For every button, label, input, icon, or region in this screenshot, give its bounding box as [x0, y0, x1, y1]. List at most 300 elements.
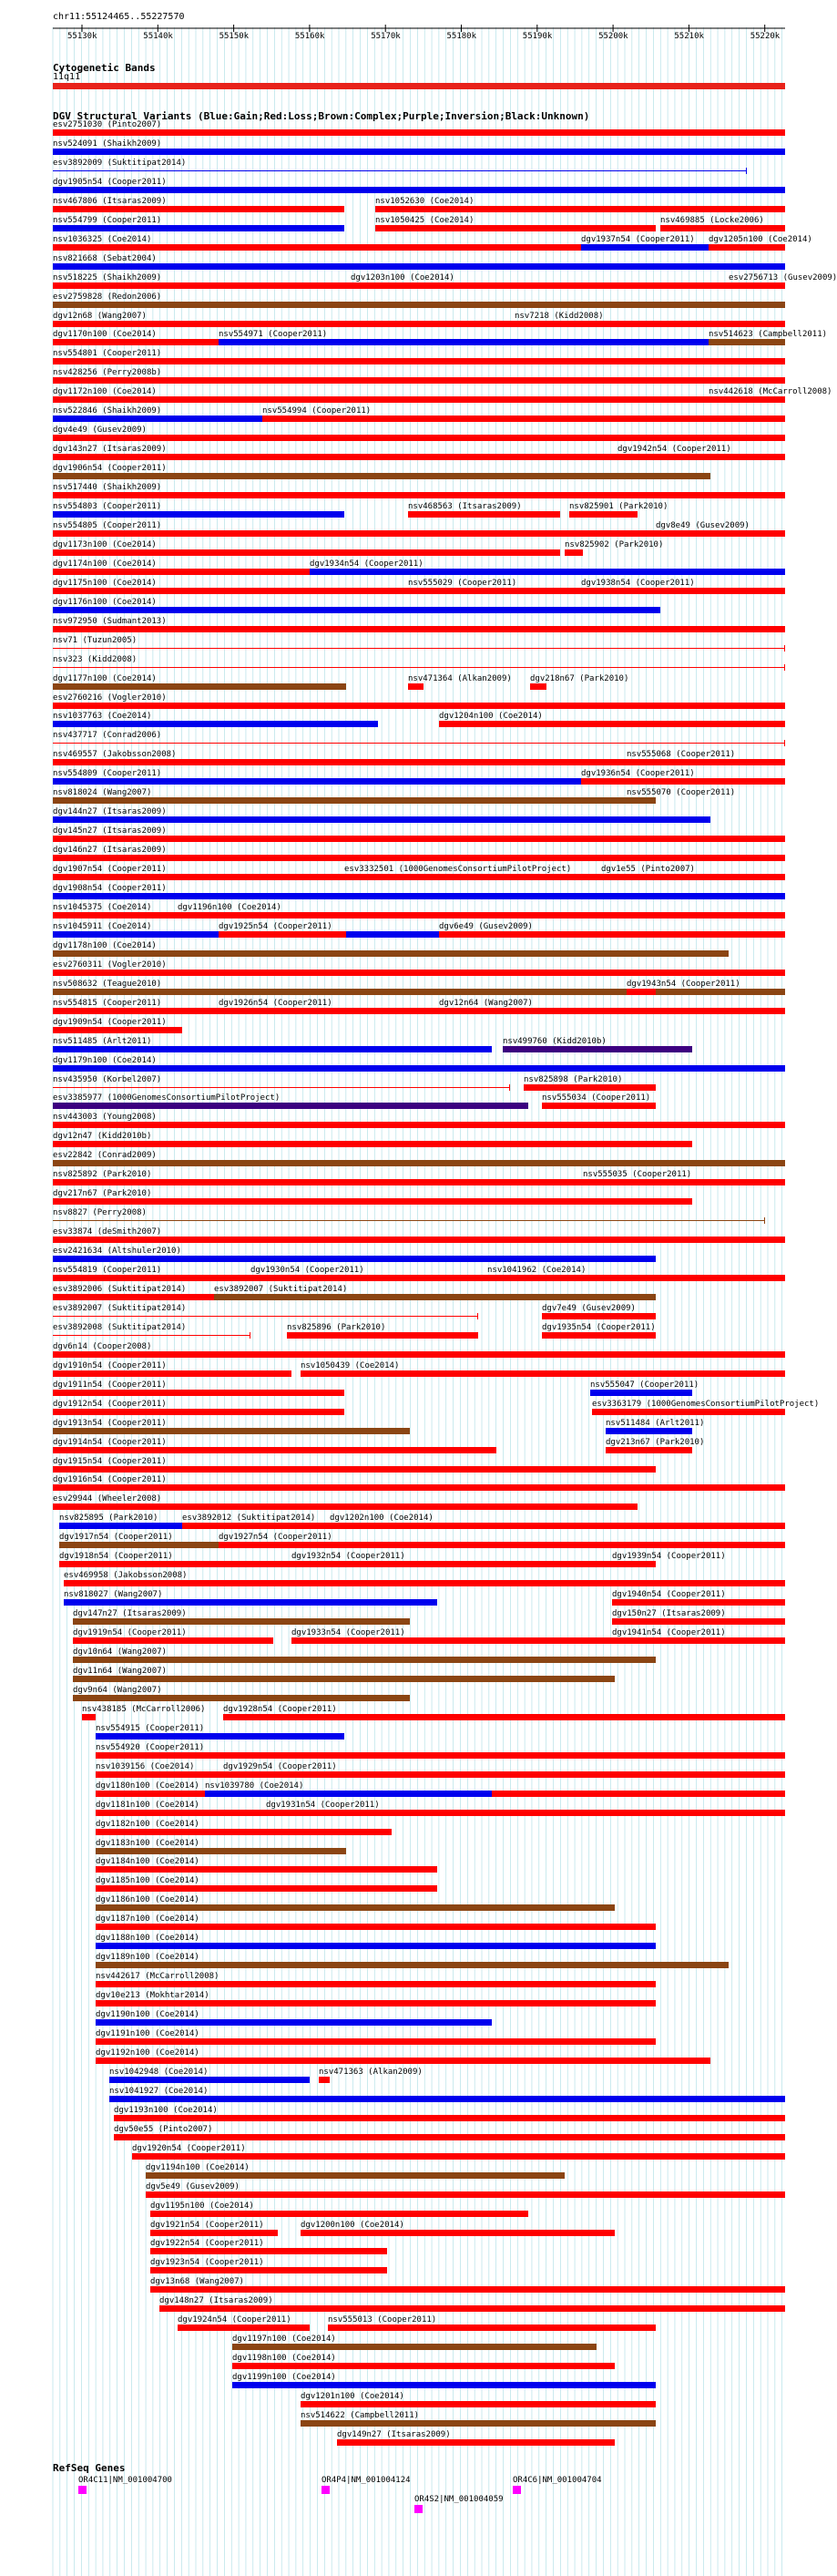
sv-label: nsv1050425 (Coe2014)	[375, 215, 475, 225]
sv-label: dgv1182n100 (Coe2014)	[96, 1819, 199, 1829]
sv-bar[interactable]	[64, 1580, 785, 1586]
sv-bar[interactable]	[53, 1046, 492, 1052]
sv-bar[interactable]	[337, 2439, 615, 2446]
sv-label: dgv1203n100 (Coe2014)	[351, 272, 454, 282]
sv-bar[interactable]	[301, 2230, 615, 2236]
sv-bar[interactable]	[53, 743, 785, 744]
sv-label: dgv1204n100 (Coe2014)	[439, 712, 543, 722]
sv-label: esv22842 (Conrad2009)	[53, 1151, 157, 1161]
sv-bar[interactable]	[53, 989, 785, 995]
sv-label: nsv437717 (Conrad2006)	[53, 731, 162, 741]
sv-bar[interactable]	[53, 1316, 478, 1317]
sv-bar[interactable]	[53, 1256, 656, 1262]
sv-label: nsv818024 (Wang2007)	[53, 788, 152, 798]
sv-label: nsv1041962 (Coe2014)	[487, 1266, 587, 1275]
sv-label: nsv442617 (McCarroll2008)	[96, 1972, 219, 1982]
sv-label: esv3892009 (Suktitipat2014)	[53, 158, 187, 168]
sv-bar[interactable]	[530, 683, 546, 690]
sv-bar[interactable]	[301, 2401, 656, 2407]
sv-label: dgv1172n100 (Coe2014)	[53, 387, 157, 397]
sv-label: esv2760216 (Vogler2010)	[53, 693, 167, 703]
sv-label: nsv555029 (Cooper2011)	[408, 578, 517, 588]
sv-label: nsv514623 (Campbell2011)	[709, 330, 828, 340]
gene-label: OR4C11|NM_001004700	[78, 2476, 172, 2485]
sv-label: nsv825901 (Park2010)	[569, 502, 669, 511]
sv-bar[interactable]	[219, 1542, 785, 1548]
sv-bar[interactable]	[487, 1275, 785, 1281]
sv-label: nsv821668 (Sebat2004)	[53, 253, 157, 263]
sv-bar[interactable]	[53, 1087, 510, 1088]
sv-bar[interactable]	[612, 1637, 785, 1644]
sv-label: nsv554994 (Cooper2011)	[262, 406, 372, 416]
sv-label: esv469958 (Jakobsson2008)	[64, 1571, 188, 1581]
sv-bar[interactable]	[53, 797, 656, 804]
sv-bar[interactable]	[53, 721, 378, 727]
sv-bar[interactable]	[53, 435, 785, 441]
sv-bar[interactable]	[64, 1599, 437, 1606]
sv-label: dgv145n27 (Itsaras2009)	[53, 826, 167, 836]
sv-label: nsv511484 (Arlt2011)	[606, 1418, 705, 1428]
sv-label: nsv554805 (Cooper2011)	[53, 520, 162, 530]
sv-label: dgv12n64 (Wang2007)	[439, 998, 533, 1008]
sv-bar[interactable]	[627, 759, 785, 765]
sv-label: dgv1909n54 (Cooper2011)	[53, 1017, 167, 1027]
sv-bar[interactable]	[565, 549, 583, 556]
sv-label: dgv1936n54 (Cooper2011)	[581, 769, 695, 779]
sv-bar[interactable]	[96, 1943, 656, 1949]
cytoband-label: 11q11	[53, 72, 81, 82]
sv-label: nsv825898 (Park2010)	[524, 1074, 623, 1084]
sv-end-tick	[477, 1313, 478, 1319]
sv-bar[interactable]	[96, 1981, 656, 1987]
sv-label: esv3892008 (Suktitipat2014)	[53, 1322, 187, 1332]
sv-label: dgv1912n54 (Cooper2011)	[53, 1399, 167, 1409]
sv-bar[interactable]	[96, 1885, 437, 1892]
sv-bar[interactable]	[53, 263, 785, 270]
sv-bar[interactable]	[53, 1237, 785, 1243]
sv-label: dgv1926n54 (Cooper2011)	[219, 998, 332, 1008]
sv-label: dgv1908n54 (Cooper2011)	[53, 884, 167, 893]
sv-bar[interactable]	[73, 1637, 273, 1644]
sv-label: esv29944 (Wheeler2008)	[53, 1494, 162, 1504]
sv-bar[interactable]	[53, 149, 785, 155]
sv-bar[interactable]	[219, 931, 346, 938]
sv-bar[interactable]	[53, 1335, 250, 1336]
sv-bar[interactable]	[82, 1714, 96, 1720]
sv-label: nsv443003 (Young2008)	[53, 1113, 157, 1123]
sv-label: dgv1186n100 (Coe2014)	[96, 1895, 199, 1905]
sv-label: dgv1941n54 (Cooper2011)	[612, 1628, 726, 1638]
sv-bar[interactable]	[53, 950, 729, 957]
tick-label: 55190k	[522, 32, 553, 41]
sv-bar[interactable]	[178, 2325, 310, 2331]
sv-bar[interactable]	[73, 1695, 410, 1701]
sv-label: dgv1189n100 (Coe2014)	[96, 1953, 199, 1963]
sv-bar[interactable]	[223, 1714, 785, 1720]
sv-bar[interactable]	[612, 1599, 785, 1606]
sv-label: nsv825902 (Park2010)	[565, 539, 664, 549]
sv-label: dgv10e213 (Mokhtar2014)	[96, 1991, 209, 2001]
sv-title: DGV Structural Variants (Blue:Gain;Red:Loss;Brown:Complex;Purple;Inversion;Black:Unknown)	[53, 110, 590, 122]
sv-bar[interactable]	[287, 1332, 478, 1339]
refseq-title: RefSeq Genes	[53, 2462, 126, 2474]
sv-bar[interactable]	[53, 1466, 656, 1473]
sv-bar[interactable]	[53, 1351, 785, 1358]
sv-bar[interactable]	[590, 1390, 692, 1396]
sv-label: dgv1932n54 (Cooper2011)	[291, 1552, 405, 1562]
sv-bar[interactable]	[612, 1561, 638, 1567]
sv-bar[interactable]	[150, 2267, 387, 2273]
sv-label: nsv554803 (Cooper2011)	[53, 502, 162, 511]
sv-bar[interactable]	[729, 282, 785, 289]
sv-bar[interactable]	[53, 206, 344, 212]
sv-bar[interactable]	[542, 1332, 656, 1339]
sv-label: dgv7e49 (Gusev2009)	[542, 1303, 636, 1313]
sv-bar[interactable]	[53, 225, 344, 231]
sv-bar[interactable]	[53, 473, 710, 479]
sv-label: esv2751030 (Pinto2007)	[53, 120, 162, 129]
sv-bar[interactable]	[581, 778, 785, 785]
sv-bar[interactable]	[109, 2077, 310, 2083]
sv-label: dgv1178n100 (Coe2014)	[53, 940, 157, 950]
sv-label: dgv1201n100 (Coe2014)	[301, 2392, 404, 2402]
sv-bar[interactable]	[73, 1618, 410, 1625]
sv-bar[interactable]	[53, 1370, 291, 1377]
sv-bar[interactable]	[53, 549, 560, 556]
sv-bar[interactable]	[150, 2248, 387, 2254]
sv-bar[interactable]	[709, 339, 785, 345]
sv-label: dgv1199n100 (Coe2014)	[232, 2373, 336, 2383]
sv-label: nsv555013 (Cooper2011)	[328, 2315, 437, 2325]
sv-label: nsv428256 (Perry2008b)	[53, 368, 162, 378]
sv-label: dgv1196n100 (Coe2014)	[178, 902, 281, 912]
gene-box[interactable]	[414, 2505, 423, 2513]
sv-bar[interactable]	[53, 1122, 785, 1128]
sv-label: dgv1194n100 (Coe2014)	[146, 2162, 250, 2172]
sv-bar[interactable]	[146, 2191, 785, 2198]
sv-bar[interactable]	[150, 2286, 785, 2293]
sv-bar[interactable]	[53, 855, 785, 861]
sv-bar[interactable]	[310, 569, 785, 575]
sv-label: dgv1905n54 (Cooper2011)	[53, 177, 167, 187]
sv-bar[interactable]	[351, 282, 785, 289]
tick-label: 55200k	[598, 32, 628, 41]
sv-bar[interactable]	[232, 2344, 597, 2350]
sv-label: nsv469885 (Locke2006)	[660, 215, 764, 225]
sv-bar[interactable]	[146, 2172, 565, 2179]
sv-label: dgv1917n54 (Cooper2011)	[59, 1533, 173, 1543]
sv-bar[interactable]	[53, 1198, 692, 1205]
sv-label: dgv4e49 (Gusev2009)	[53, 426, 147, 436]
sv-bar[interactable]	[612, 1618, 785, 1625]
sv-label: esv3363179 (1000GenomesConsortiumPilotProject)	[592, 1399, 820, 1409]
sv-bar[interactable]	[618, 454, 785, 460]
sv-label: dgv1924n54 (Cooper2011)	[178, 2315, 291, 2325]
sv-bar[interactable]	[96, 2000, 656, 2006]
sv-label: dgv6n14 (Cooper2008)	[53, 1341, 152, 1351]
sv-label: dgv1181n100 (Coe2014)	[96, 1800, 199, 1810]
sv-bar[interactable]	[96, 2038, 656, 2045]
sv-bar[interactable]	[114, 2115, 785, 2121]
sv-label: dgv1914n54 (Cooper2011)	[53, 1437, 167, 1447]
sv-bar[interactable]	[627, 797, 656, 804]
sv-bar[interactable]	[301, 1370, 785, 1377]
sv-bar[interactable]	[53, 816, 710, 823]
sv-label: dgv217n67 (Park2010)	[53, 1189, 152, 1199]
sv-bar[interactable]	[178, 912, 785, 919]
sv-label: dgv1190n100 (Coe2014)	[96, 2010, 199, 2020]
sv-bar[interactable]	[205, 1791, 492, 1797]
sv-bar[interactable]	[330, 1523, 785, 1529]
range-label: chr11:55124465..55227570	[53, 12, 185, 22]
sv-bar[interactable]	[515, 321, 785, 327]
sv-bar[interactable]	[96, 1904, 615, 1911]
sv-label: nsv972950 (Sudmant2013)	[53, 616, 167, 626]
sv-bar[interactable]	[53, 667, 785, 668]
sv-bar[interactable]	[592, 1409, 785, 1415]
sv-bar[interactable]	[319, 2077, 330, 2083]
sv-bar[interactable]	[53, 1065, 785, 1072]
sv-bar[interactable]	[214, 1294, 656, 1300]
sv-bar[interactable]	[53, 1141, 692, 1147]
sv-label: nsv469557 (Jakobsson2008)	[53, 750, 177, 760]
sv-label: dgv1184n100 (Coe2014)	[96, 1857, 199, 1867]
sv-bar[interactable]	[53, 129, 785, 136]
sv-label: dgv1942n54 (Cooper2011)	[618, 445, 731, 455]
sv-label: dgv1919n54 (Cooper2011)	[73, 1628, 187, 1638]
sv-bar[interactable]	[375, 206, 785, 212]
sv-bar[interactable]	[375, 225, 656, 231]
sv-label: dgv148n27 (Itsaras2009)	[159, 2296, 273, 2306]
sv-bar[interactable]	[73, 1657, 656, 1663]
sv-label: dgv9n64 (Wang2007)	[73, 1685, 162, 1695]
sv-label: nsv554915 (Cooper2011)	[96, 1723, 205, 1733]
sv-label: nsv1050439 (Coe2014)	[301, 1360, 400, 1370]
sv-bar[interactable]	[408, 683, 424, 690]
sv-label: dgv1911n54 (Cooper2011)	[53, 1380, 167, 1390]
sv-bar[interactable]	[219, 339, 710, 345]
sv-bar[interactable]	[53, 1027, 182, 1033]
sv-bar[interactable]	[53, 1428, 410, 1434]
sv-bar[interactable]	[439, 721, 785, 727]
sv-label: dgv1192n100 (Coe2014)	[96, 2047, 199, 2058]
tick-label: 55210k	[674, 32, 704, 41]
sv-label: dgv5e49 (Gusev2009)	[146, 2181, 240, 2191]
sv-label: esv3892007 (Suktitipat2014)	[53, 1303, 187, 1313]
gene-box[interactable]	[513, 2486, 521, 2494]
sv-bar[interactable]	[601, 874, 785, 880]
sv-label: dgv1923n54 (Cooper2011)	[150, 2258, 264, 2268]
sv-label: dgv1200n100 (Coe2014)	[301, 2220, 404, 2230]
sv-bar[interactable]	[232, 2363, 615, 2369]
sv-bar[interactable]	[53, 1504, 638, 1510]
sv-bar[interactable]	[328, 2325, 656, 2331]
sv-bar[interactable]	[53, 970, 785, 976]
sv-bar[interactable]	[53, 492, 785, 498]
gene-label: OR4C6|NM_001004704	[513, 2476, 602, 2485]
sv-label: dgv218n67 (Park2010)	[530, 673, 629, 683]
sv-bar[interactable]	[96, 1733, 344, 1740]
sv-bar[interactable]	[53, 1484, 785, 1491]
sv-bar[interactable]	[53, 893, 785, 899]
sv-label: nsv554801 (Cooper2011)	[53, 349, 162, 359]
sv-bar[interactable]	[660, 225, 785, 231]
sv-label: dgv144n27 (Itsaras2009)	[53, 807, 167, 817]
sv-bar[interactable]	[53, 187, 785, 193]
sv-bar[interactable]	[96, 1752, 785, 1759]
sv-bar[interactable]	[53, 1390, 344, 1396]
sv-bar[interactable]	[408, 588, 574, 594]
sv-label: esv3385977 (1000GenomesConsortiumPilotProject)	[53, 1093, 281, 1103]
sv-bar[interactable]	[53, 836, 785, 842]
sv-bar[interactable]	[96, 1866, 437, 1873]
sv-label: nsv1045911 (Coe2014)	[53, 921, 152, 931]
sv-bar[interactable]	[709, 244, 785, 251]
sv-bar[interactable]	[96, 1924, 656, 1930]
sv-label: esv2756713 (Gusev2009)	[729, 272, 837, 282]
sv-bar[interactable]	[503, 1046, 692, 1052]
sv-bar[interactable]	[53, 302, 785, 308]
sv-bar[interactable]	[656, 530, 785, 537]
sv-end-tick	[784, 645, 785, 652]
sv-label: nsv1037763 (Coe2014)	[53, 712, 152, 722]
sv-label: nsv818027 (Wang2007)	[64, 1590, 163, 1600]
sv-bar[interactable]	[96, 2019, 492, 2026]
tick-label: 55220k	[750, 32, 781, 41]
sv-bar[interactable]	[53, 874, 346, 880]
sv-label: dgv1e55 (Pinto2007)	[601, 865, 695, 875]
sv-bar[interactable]	[266, 1810, 785, 1816]
sv-bar[interactable]	[53, 683, 346, 690]
sv-label: nsv71 (Tuzun2005)	[53, 635, 138, 645]
sv-label: nsv554815 (Cooper2011)	[53, 998, 162, 1008]
sv-label: dgv1927n54 (Cooper2011)	[219, 1533, 332, 1543]
sv-end-tick	[764, 1217, 765, 1224]
sv-bar[interactable]	[53, 170, 747, 171]
sv-label: nsv555047 (Cooper2011)	[590, 1380, 699, 1390]
sv-label: dgv1929n54 (Cooper2011)	[223, 1761, 337, 1771]
sv-label: dgv1939n54 (Cooper2011)	[612, 1552, 726, 1562]
sv-label: nsv554920 (Cooper2011)	[96, 1742, 205, 1752]
sv-bar[interactable]	[109, 2096, 785, 2102]
sv-bar[interactable]	[606, 1447, 692, 1453]
sv-bar[interactable]	[439, 1008, 785, 1014]
sv-label: nsv468563 (Itsaras2009)	[408, 502, 522, 511]
sv-label: dgv213n67 (Park2010)	[606, 1437, 705, 1447]
sv-label: dgv1934n54 (Cooper2011)	[310, 559, 424, 569]
sv-bar[interactable]	[223, 1771, 785, 1778]
sv-label: nsv435950 (Korbel2007)	[53, 1074, 162, 1084]
sv-bar[interactable]	[53, 648, 785, 649]
sv-label: nsv1042948 (Coe2014)	[109, 2067, 209, 2077]
sv-bar[interactable]	[53, 358, 785, 364]
sv-bar[interactable]	[53, 1220, 765, 1221]
sv-label: dgv1910n54 (Cooper2011)	[53, 1360, 167, 1370]
sv-label: nsv522846 (Shaikh2009)	[53, 406, 162, 416]
sv-label: nsv517440 (Shaikh2009)	[53, 483, 162, 493]
sv-bar[interactable]	[53, 396, 785, 403]
sv-bar[interactable]	[250, 1275, 392, 1281]
sv-label: dgv146n27 (Itsaras2009)	[53, 846, 167, 856]
sv-bar[interactable]	[96, 1829, 392, 1835]
sv-end-tick	[509, 1084, 510, 1091]
sv-label: nsv555035 (Cooper2011)	[583, 1170, 692, 1180]
sv-bar[interactable]	[53, 1409, 344, 1415]
sv-label: dgv50e55 (Pinto2007)	[114, 2124, 213, 2134]
sv-label: nsv467806 (Itsaras2009)	[53, 196, 167, 206]
sv-bar[interactable]	[232, 2382, 656, 2388]
sv-bar[interactable]	[53, 1447, 496, 1453]
sv-label: esv2760311 (Vogler2010)	[53, 960, 167, 970]
sv-bar[interactable]	[627, 989, 656, 995]
sv-bar[interactable]	[96, 1848, 346, 1854]
sv-bar[interactable]	[219, 1008, 346, 1014]
sv-bar[interactable]	[53, 1160, 785, 1166]
sv-bar[interactable]	[53, 703, 785, 709]
sv-label: nsv471364 (Alkan2009)	[408, 673, 512, 683]
sv-bar[interactable]	[291, 1561, 638, 1567]
gene-box[interactable]	[322, 2486, 330, 2494]
sv-end-tick	[746, 168, 747, 174]
gene-box[interactable]	[78, 2486, 87, 2494]
sv-bar[interactable]	[96, 2058, 710, 2064]
sv-label: nsv438185 (McCarroll2006)	[82, 1704, 206, 1714]
sv-label: nsv7218 (Kidd2008)	[515, 311, 604, 321]
sv-label: dgv143n27 (Itsaras2009)	[53, 445, 167, 455]
sv-bar[interactable]	[159, 2305, 785, 2312]
sv-bar[interactable]	[542, 1103, 656, 1109]
sv-label: nsv442618 (McCarroll2008)	[709, 387, 832, 397]
sv-bar[interactable]	[53, 607, 660, 613]
sv-label: nsv554971 (Cooper2011)	[219, 330, 328, 340]
sv-label: dgv1938n54 (Cooper2011)	[581, 578, 695, 588]
sv-bar[interactable]	[301, 2420, 656, 2427]
sv-bar[interactable]	[606, 1428, 692, 1434]
sv-bar[interactable]	[150, 2230, 278, 2236]
sv-label: dgv149n27 (Itsaras2009)	[337, 2429, 451, 2439]
sv-label: nsv554809 (Cooper2011)	[53, 769, 162, 779]
sv-bar[interactable]	[408, 511, 560, 518]
sv-bar[interactable]	[53, 377, 785, 384]
sv-bar[interactable]	[132, 2153, 785, 2160]
sv-bar[interactable]	[73, 1676, 615, 1682]
sv-bar[interactable]	[542, 1313, 656, 1319]
sv-label: dgv1205n100 (Coe2014)	[709, 234, 812, 244]
cytoband-bar[interactable]	[53, 83, 785, 89]
sv-label: nsv555068 (Cooper2011)	[627, 750, 736, 760]
sv-label: dgv1202n100 (Coe2014)	[330, 1514, 434, 1524]
sv-bar[interactable]	[581, 588, 665, 594]
sv-bar[interactable]	[262, 416, 785, 422]
sv-bar[interactable]	[439, 931, 785, 938]
sv-label: dgv12n47 (Kidd2010b)	[53, 1132, 152, 1142]
sv-bar[interactable]	[569, 511, 638, 518]
sv-bar[interactable]	[53, 626, 785, 632]
sv-bar[interactable]	[53, 1103, 528, 1109]
sv-bar[interactable]	[709, 396, 785, 403]
sv-label: dgv12n68 (Wang2007)	[53, 311, 147, 321]
sv-bar[interactable]	[150, 2211, 528, 2217]
sv-bar[interactable]	[96, 1962, 729, 1968]
sv-label: dgv1177n100 (Coe2014)	[53, 673, 157, 683]
sv-bar[interactable]	[53, 511, 344, 518]
sv-label: dgv8e49 (Gusev2009)	[656, 520, 750, 530]
sv-bar[interactable]	[114, 2134, 785, 2140]
sv-bar[interactable]	[524, 1084, 656, 1091]
sv-bar[interactable]	[583, 1179, 785, 1185]
sv-label: dgv1907n54 (Cooper2011)	[53, 865, 167, 875]
sv-bar[interactable]	[53, 321, 515, 327]
